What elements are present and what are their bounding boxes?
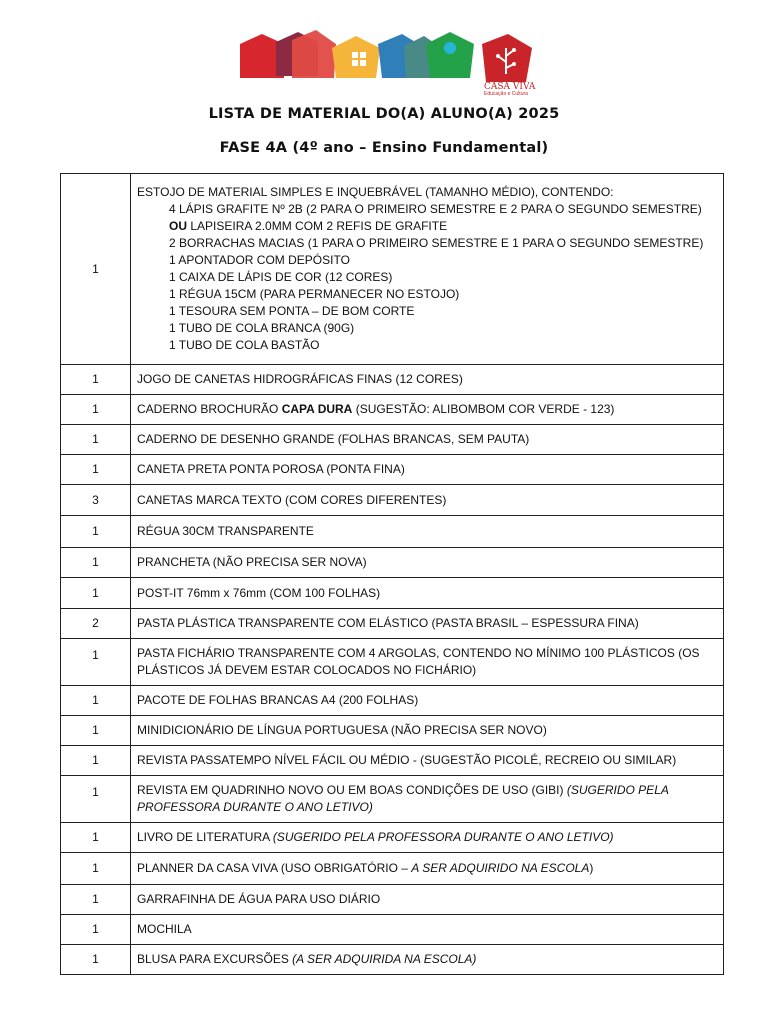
- kit-item: 4 LÁPIS GRAFITE Nº 2B (2 PARA O PRIMEIRO SEMESTRE E 2 PARA O SEGUNDO SEMESTRE) OU LAPISEIRA 2.0MM COM 2 REFIS DE GRAFITE: [169, 202, 702, 233]
- table-row: [61, 455, 724, 485]
- logo-tagline: Educação e Cultura: [484, 91, 528, 97]
- quantity-cell: 2: [61, 609, 131, 639]
- table-row: [61, 395, 724, 425]
- table-row: [61, 516, 724, 548]
- kit-item: 1 CAIXA DE LÁPIS DE COR (12 CORES): [169, 270, 393, 284]
- quantity-cell: 1: [61, 548, 131, 578]
- page-title: LISTA DE MATERIAL DO(A) ALUNO(A) 2025: [208, 106, 560, 122]
- description-cell: PRANCHETA (NÃO PRECISA SER NOVA): [131, 548, 724, 578]
- table-row: [61, 746, 724, 776]
- logo-brand-name: CASA VIVA: [484, 82, 536, 92]
- quantity-cell: 3: [61, 485, 131, 516]
- description-cell: POST-IT 76mm x 76mm (COM 100 FOLHAS): [131, 578, 724, 609]
- description-cell: PACOTE DE FOLHAS BRANCAS A4 (200 FOLHAS): [131, 686, 724, 716]
- quantity-cell: 1: [61, 365, 131, 395]
- quantity-cell: 1: [61, 776, 131, 823]
- description-cell: JOGO DE CANETAS HIDROGRÁFICAS FINAS (12 CORES): [131, 365, 724, 395]
- description-cell: CANETAS MARCA TEXTO (COM CORES DIFERENTES): [131, 485, 724, 516]
- quantity-cell: 1: [61, 395, 131, 425]
- table-row: [61, 686, 724, 716]
- table-row: [61, 776, 724, 823]
- page-subtitle: FASE 4A (4º ano – Ensino Fundamental): [219, 140, 549, 156]
- table-row: [61, 639, 724, 686]
- table-row: [61, 609, 724, 639]
- table-row: [61, 716, 724, 746]
- description-cell: MINIDICIONÁRIO DE LÍNGUA PORTUGUESA (NÃO PRECISA SER NOVO): [131, 716, 724, 746]
- quantity-cell: 1: [61, 174, 131, 365]
- quantity-cell: 1: [61, 945, 131, 975]
- description-cell: RÉGUA 30CM TRANSPARENTE: [131, 516, 724, 548]
- description-cell: REVISTA PASSATEMPO NÍVEL FÁCIL OU MÉDIO - (SUGESTÃO PICOLÉ, RECREIO OU SIMILAR): [131, 746, 724, 776]
- table-row: [61, 885, 724, 915]
- description-cell: REVISTA EM QUADRINHO NOVO OU EM BOAS CONDIÇÕES DE USO (GIBI) (SUGERIDO PELA PROFESSORA DURANTE O ANO LETIVO): [131, 776, 724, 823]
- quantity-cell: 1: [61, 716, 131, 746]
- quantity-cell: 1: [61, 686, 131, 716]
- description-cell: LIVRO DE LITERATURA (SUGERIDO PELA PROFESSORA DURANTE O ANO LETIVO): [131, 823, 724, 853]
- quantity-cell: 1: [61, 455, 131, 485]
- kit-item: 1 TUBO DE COLA BASTÃO: [169, 338, 320, 352]
- description-cell: PLANNER DA CASA VIVA (USO OBRIGATÓRIO – A SER ADQUIRIDO NA ESCOLA): [131, 853, 724, 885]
- description-cell: MOCHILA: [131, 915, 724, 945]
- kit-item: 2 BORRACHAS MACIAS (1 PARA O PRIMEIRO SEMESTRE E 1 PARA O SEGUNDO SEMESTRE): [169, 236, 704, 250]
- table-row: [61, 485, 724, 516]
- table-row: [61, 578, 724, 609]
- quantity-cell: 1: [61, 746, 131, 776]
- kit-item: 1 TESOURA SEM PONTA – DE BOM CORTE: [169, 304, 415, 318]
- material-list-table: [60, 173, 724, 975]
- table-row: [61, 548, 724, 578]
- description-cell: CANETA PRETA PONTA POROSA (PONTA FINA): [131, 455, 724, 485]
- kit-item: 1 APONTADOR COM DEPÓSITO: [169, 253, 350, 267]
- quantity-cell: 1: [61, 516, 131, 548]
- table-row: [61, 174, 724, 365]
- description-cell: CADERNO BROCHURÃO CAPA DURA (SUGESTÃO: ALIBOMBOM COR VERDE - 123): [131, 395, 724, 425]
- table-row: [61, 425, 724, 455]
- quantity-cell: 1: [61, 915, 131, 945]
- quantity-cell: 1: [61, 639, 131, 686]
- quantity-cell: 1: [61, 425, 131, 455]
- kit-item: 1 TUBO DE COLA BRANCA (90G): [169, 321, 355, 335]
- table-row: [61, 853, 724, 885]
- table-row: [61, 823, 724, 853]
- casa-viva-logo: [236, 30, 536, 98]
- description-cell: PASTA FICHÁRIO TRANSPARENTE COM 4 ARGOLAS, CONTENDO NO MÍNIMO 100 PLÁSTICOS (OS PLÁSTICOS JÁ DEVEM ESTAR COLOCADOS NO FICHÁRIO): [131, 639, 724, 686]
- kit-item: 1 RÉGUA 15CM (PARA PERMANECER NO ESTOJO): [169, 287, 460, 301]
- description-cell: BLUSA PARA EXCURSÕES (A SER ADQUIRIDA NA ESCOLA): [131, 945, 724, 975]
- quantity-cell: 1: [61, 885, 131, 915]
- description-cell: PASTA PLÁSTICA TRANSPARENTE COM ELÁSTICO (PASTA BRASIL – ESPESSURA FINA): [131, 609, 724, 639]
- description-cell: CADERNO DE DESENHO GRANDE (FOLHAS BRANCAS, SEM PAUTA): [131, 425, 724, 455]
- description-cell: [131, 174, 724, 365]
- description-cell: GARRAFINHA DE ÁGUA PARA USO DIÁRIO: [131, 885, 724, 915]
- table-row: [61, 365, 724, 395]
- quantity-cell: 1: [61, 578, 131, 609]
- kit-heading: ESTOJO DE MATERIAL SIMPLES E INQUEBRÁVEL (TAMANHO MÉDIO), CONTENDO:: [137, 185, 614, 199]
- table-row: [61, 915, 724, 945]
- quantity-cell: 1: [61, 823, 131, 853]
- quantity-cell: 1: [61, 853, 131, 885]
- table-row: [61, 945, 724, 975]
